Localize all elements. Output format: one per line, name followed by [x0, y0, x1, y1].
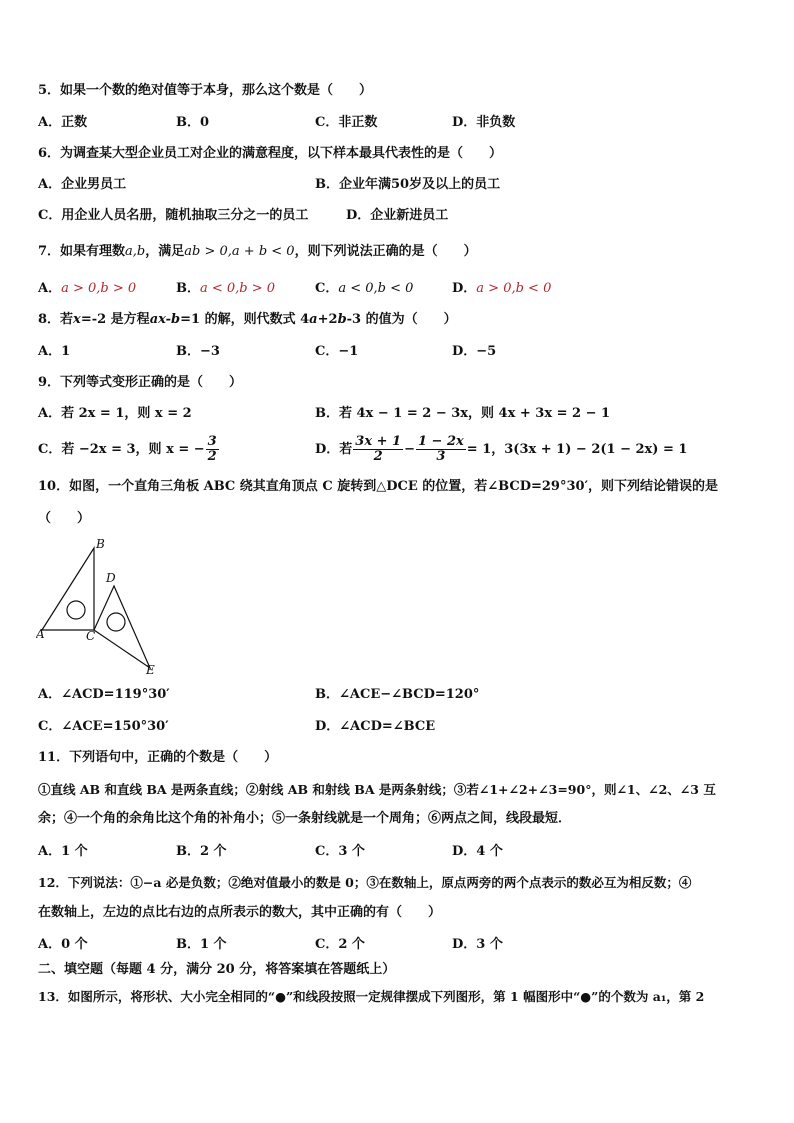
- q12-option-b: B．1 个: [176, 937, 227, 952]
- q6-option-c: C．用企业人员名册，随机抽取三分之一的员工: [38, 208, 309, 223]
- q5-option-a: A．正数: [38, 115, 88, 130]
- q7-stem: [38, 243, 477, 261]
- q8-x: x: [73, 312, 81, 327]
- q5-option-b: B．0: [176, 115, 210, 130]
- q8-eq: ax-b: [149, 312, 181, 327]
- q7-option-b: [176, 280, 275, 298]
- q5-option-c: C．非正数: [315, 115, 378, 130]
- q9-option-d-frac1: [353, 435, 403, 464]
- q11-stem: 11．下列语句中，正确的个数是（ ）: [38, 750, 278, 765]
- section-heading-fill-in: 二、填空题（每题 4 分，满分 20 分，将答案填在答题纸上）: [38, 962, 396, 977]
- q9-option-c-pre: C．若 −2x = 3，则 x = −: [38, 442, 205, 457]
- q9-option-c-den: 2: [207, 449, 217, 464]
- q9-option-d-num2: 1 − 2x: [417, 434, 464, 449]
- q7-stem-cond: ab > 0,a + b < 0: [184, 244, 295, 259]
- q8-d: +2: [317, 312, 338, 327]
- q7-stem-pre: 7．如果有理数: [38, 244, 126, 259]
- q6-option-a: A．企业男员工: [38, 177, 127, 192]
- q6-option-d: D．企业新进员工: [346, 208, 449, 223]
- q5-option-d: D．非负数: [452, 115, 516, 130]
- q8-option-c: C．−1: [315, 344, 359, 359]
- q13-stem: 13．如图所示，将形状、大小完全相同的“●”和线段按照一定规律摆成下列图形，第 1 幅图形中“●”的个数为 a₁，第 2: [38, 989, 705, 1004]
- q12-option-c: C．2 个: [315, 937, 365, 952]
- q9-option-d-pre: D．若: [315, 442, 353, 457]
- q7-option-c-label: C．: [315, 281, 339, 296]
- q7-option-a: [38, 280, 136, 298]
- q12-option-a: A．0 个: [38, 937, 88, 952]
- q10-stem-bracket: （ ）: [38, 511, 91, 526]
- q7-stem-mid: ，满足: [145, 244, 185, 259]
- q7-stem-post: ，则下列说法正确的是（ ）: [294, 244, 477, 259]
- q8-c: a: [309, 312, 318, 327]
- q8-option-a: A．1: [38, 344, 71, 359]
- triangle-dce-hole: [107, 613, 125, 631]
- q5-stem: 5．如果一个数的绝对值等于本身，那么这个数是（ ）: [38, 83, 373, 98]
- q11-option-c: C．3 个: [315, 844, 365, 859]
- q9-option-d-post: = 1，3(3x + 1) − 2(1 − 2x) = 1: [466, 442, 688, 457]
- q11-statements-line2: 余；④一个角的余角比这个角的补角小；⑤一条射线就是一个周角；⑥两点之间，线段最短．: [38, 811, 572, 826]
- q9-option-d-minus: −: [404, 442, 415, 457]
- q10-option-a: A．∠ACD=119°30′: [38, 687, 170, 702]
- q7-option-c-expr: a < 0,b < 0: [338, 281, 414, 296]
- q7-option-a-label: A．: [38, 281, 62, 296]
- q9-option-c: [38, 433, 220, 467]
- q7-option-b-label: B．: [176, 281, 200, 296]
- q12-stem-line2: 在数轴上，左边的点比右边的点所表示的数大，其中正确的有（ ）: [38, 905, 442, 920]
- triangle-abc-hole: [67, 601, 85, 619]
- q8-b: =1 的解，则代数式 4: [180, 312, 310, 327]
- q7-option-c: [315, 280, 413, 298]
- q10-option-c: C．∠ACE=150°30′: [38, 719, 169, 734]
- q9-option-d-num1: 3x + 1: [355, 434, 402, 449]
- q9-stem: 9．下列等式变形正确的是（ ）: [38, 375, 243, 390]
- q10-option-d: D．∠ACD=∠BCE: [315, 719, 436, 734]
- label-b: B: [96, 538, 105, 551]
- label-e: E: [146, 663, 155, 677]
- q12-stem-line1: 12．下列说法：①−a 必是负数；②绝对值最小的数是 0；③在数轴上，原点两旁的两个点表示的数必互为相反数；④: [38, 875, 692, 890]
- q9-option-b: B．若 4x − 1 = 2 − 3x，则 4x + 3x = 2 − 1: [315, 406, 611, 421]
- q7-option-b-expr: a < 0,b > 0: [200, 281, 276, 296]
- q11-option-a: A．1 个: [38, 844, 88, 859]
- rotation-triangle-figure: [36, 538, 166, 678]
- q8-pre: 8．若: [38, 312, 74, 327]
- q8-stem: [38, 311, 457, 329]
- q9-option-d-den1: 2: [373, 449, 383, 464]
- q8-e: b: [337, 312, 347, 327]
- q9-option-a: A．若 2x = 1，则 x = 2: [38, 406, 192, 421]
- q8-a: =-2 是方程: [80, 312, 150, 327]
- q9-option-d-den2: 3: [436, 449, 446, 464]
- q6-stem: 6．为调查某大型企业员工对企业的满意程度，以下样本最具代表性的是（ ）: [38, 146, 503, 161]
- q7-option-d-label: D．: [452, 281, 477, 296]
- q11-statements-line1: ①直线 AB 和直线 BA 是两条直线；②射线 AB 和射线 BA 是两条射线；③若∠1+∠2+∠3=90°，则∠1、∠2、∠3 互: [38, 782, 716, 797]
- q10-option-b: B．∠ACE−∠BCD=120°: [315, 687, 480, 702]
- q10-stem: 10．如图，一个直角三角板 ABC 绕其直角顶点 C 旋转到△DCE 的位置，若∠BCD=29°30′，则下列结论错误的是: [38, 479, 718, 494]
- q9-option-d-frac2: [416, 435, 466, 464]
- triangle-abc: [42, 548, 94, 630]
- q8-option-d: D．−5: [452, 344, 497, 359]
- q8-f: -3 的值为（ ）: [346, 312, 457, 327]
- triangle-dce: [94, 586, 150, 668]
- label-c: C: [86, 629, 96, 643]
- q11-option-b: B．2 个: [176, 844, 227, 859]
- q12-option-d: D．3 个: [452, 937, 503, 952]
- q9-option-c-num: 3: [207, 434, 217, 449]
- label-d: D: [106, 571, 116, 585]
- q7-stem-vars: a,b: [125, 244, 146, 259]
- q9-option-c-fraction: [206, 435, 219, 464]
- q6-option-b: B．企业年满50岁及以上的员工: [315, 177, 501, 192]
- q7-option-d: [452, 280, 551, 298]
- q7-option-a-expr: a > 0,b > 0: [61, 281, 137, 296]
- q7-option-d-expr: a > 0,b < 0: [476, 281, 552, 296]
- q11-option-d: D．4 个: [452, 844, 503, 859]
- q8-option-b: B．−3: [176, 344, 220, 359]
- label-a: A: [36, 627, 45, 641]
- q9-option-d: [315, 433, 687, 467]
